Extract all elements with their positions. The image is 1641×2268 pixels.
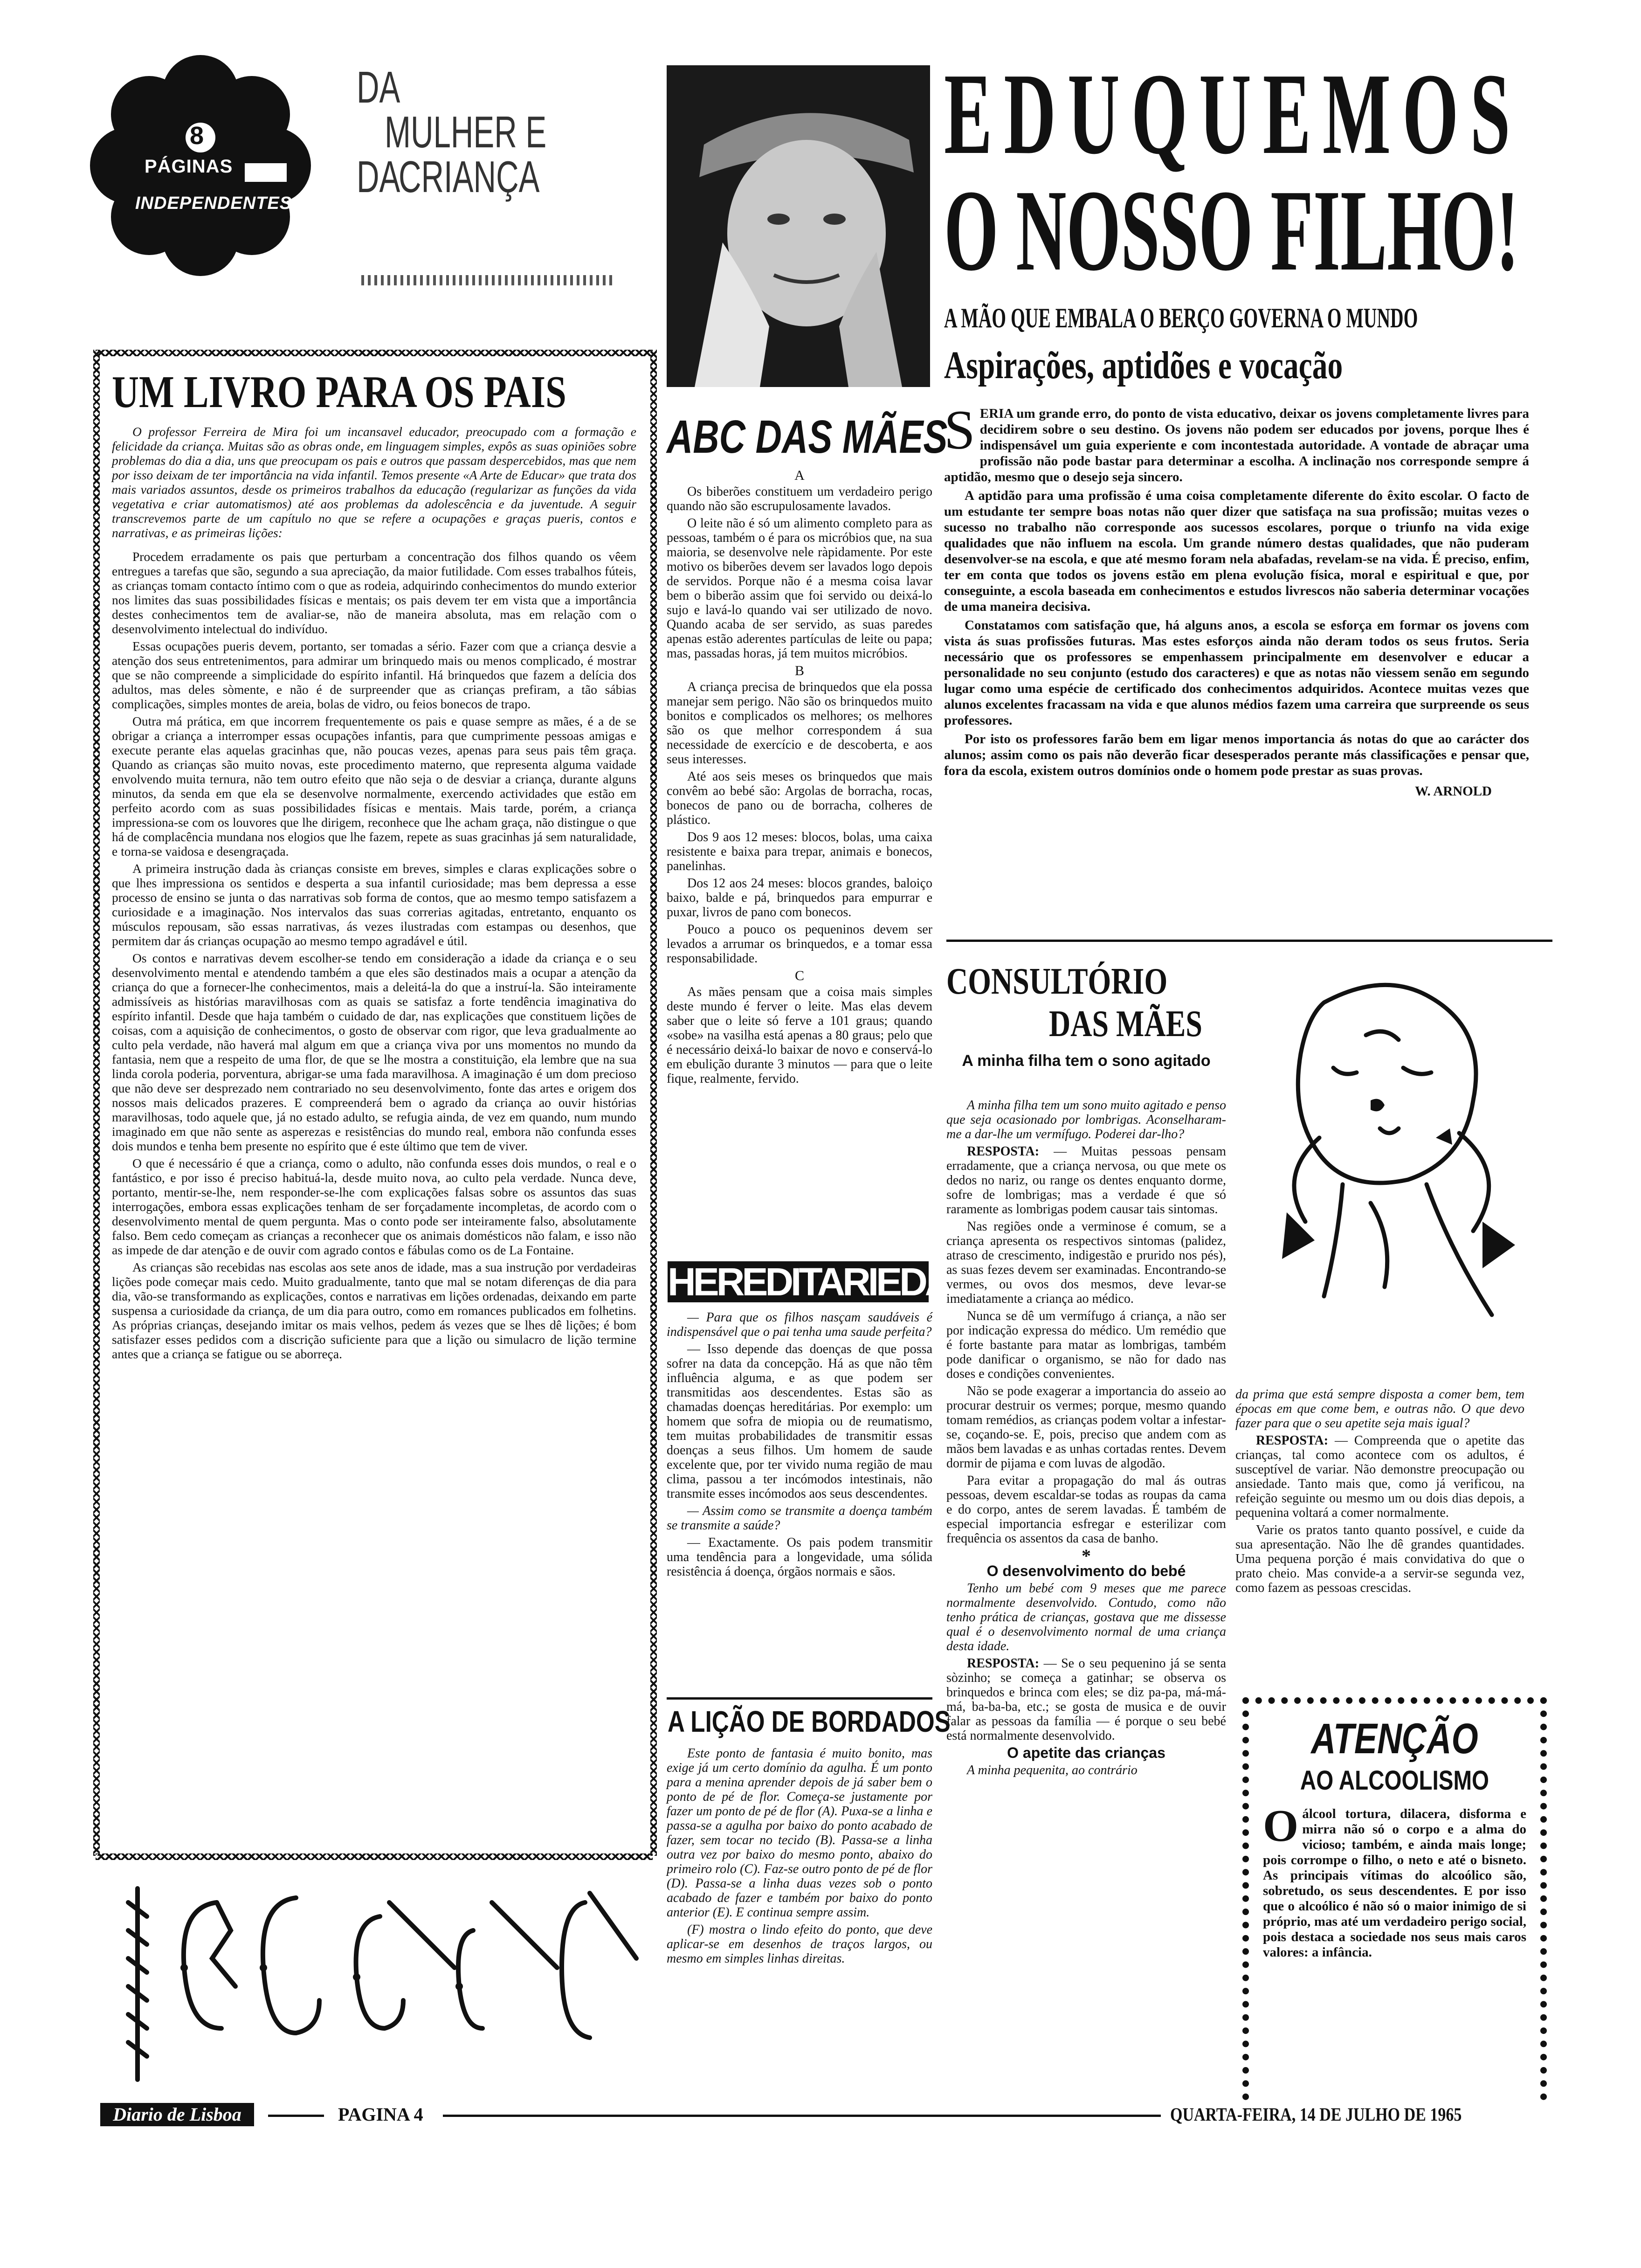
livro-intro: O professor Ferreira de Mira foi um incansavel educador, preocupado com a formação e felicidade da criança. Muitas são as obras onde, em linguagem simples, expôs as suas opiniões sobre problemas do dia a dia, uns que preocupam os pais e outros que passam despercebidos, mas que nem por isso deixam de ter importância na vida infantil. Temos presente «A Arte de Educar» que trata dos mais variados assuntos, desde os primeiros trabalhos da educação (regularizar as funções da vida vegetativa e criar automatismos) até aos problemas da adolescência e da juventude. A seguir transcrevemos parte de um capítulo no que se refere a ocupações e graças pueris, contos e narrativas, e as primeiras lições:: [112, 424, 636, 540]
aspiracoes-signature: W. ARNOLD: [1415, 784, 1492, 799]
livro-article: [112, 424, 636, 1364]
bordados-text: Este ponto de fantasia é muito bonito, mas exige já um certo domínio da agulha. É um ponto para a menina aprender depois de já saber bem o ponto de pé de flor. Começa-se justamente por fazer um ponto de pé de flor (A). Puxa-se a linha e passa-se a agulha por baixo do ponto acabado de fazer, sem tocar no tecido (B). Passa-se a linha outra vez por baixo do mesmo ponto, abaixo do primeiro rolo (C). Faz-se outro ponto de pé de flor (D). Passa-se a linha duas vezes sob o ponto acabado de fazer e também por baixo do ponto anterior (E). E continua sempre assim.: [667, 1746, 932, 1920]
livro-p1: Procedem erradamente os pais que perturbam a concentração dos filhos quando os vêem entregues a tarefas que são, segundo a sua apreciação, da maior futilidade. Com esses trabalhos fúteis, as crianças tomam contacto íntimo com o que as rodeia, adquirindo conhecimentos do mundo exterior nos limites das suas possibilidades físicas e mentais; os pais devem ter em vista que a importância destes conhecimentos tem de avaliar-se, não de maneira absoluta, mas em relação com o desenvolvimento intelectual do indivíduo.: [112, 549, 636, 636]
abc-b4: Dos 12 aos 24 meses: blocos grandes, baloiço baixo, balde e pá, brinquedos para empurrar e puxar, livros de pano com bonecos.: [667, 876, 932, 920]
atencao-title-2: AO ALCOOLISMO: [1300, 1765, 1489, 1796]
apetite-answer-label: RESPOSTA:: [1256, 1433, 1329, 1448]
bordados-title: A LIÇÃO DE BORDADOS: [668, 1705, 951, 1738]
livro-border-top: [96, 350, 653, 356]
embroidery-step-label: E: [492, 2074, 501, 2090]
consultorio-title-1: CONSULTÓRIO: [946, 961, 1168, 1002]
consultorio-a1: — Muitas pessoas pensam erradamente, que a criança nervosa, ou que mete os dedos no nariz, ou range os dentes enquanto dorme, sofre de lombrigas; mas a verdade é que só raramente as lombrigas podem causar tais sintomas.: [946, 1144, 1226, 1217]
livro-border-left: [93, 350, 100, 1856]
bebe-title: O desenvolvimento do bebé: [986, 1563, 1186, 1579]
atencao-title-1: ATENÇÃO: [1311, 1715, 1478, 1763]
consultorio-title-2: DAS MÃES: [1049, 1003, 1202, 1044]
livro-p7: As crianças são recebidas nas escolas aos sete anos de idade, mas a sua instrução por verdadeiras lições pode começar mais cedo. Muito gradualmente, tanto que mal se notam diferenças de dia para dia, vão-se transformando as explicações, contos e narrativas em lições ordenadas, deixando em parte suspensa a curiosidade da criança, de um dia para outro, como em romances publicados em folhetins. As próprias crianças, desejando imitar os mais velhos, pedem ás vezes que se lhes dê lições; é bom satisfazer esses pedidos com a discrição suficiente para que a lição ou simulacro de lição termine antes que a criança se fatigue ou se aborreça.: [112, 1260, 636, 1361]
hered-q1: — Para que os filhos nasçam saudáveis é indispensável que o pai tenha uma saude perfeita?: [667, 1310, 932, 1339]
aspiracoes-p3: Constatamos com satisfação que, há alguns anos, a escola se esforça em formar os jovens com vista ás suas profissões futuras. Mas estes esforços ainda não deram todos os seus frutos. Seria necessário que os professores se empenhassem principalmente em desenvolver e educar a personalidade no seu conjunto (estudo dos caracteres) e que as notas não viessem senão em segundo lugar como uma espécie de certificado dos conhecimentos adquiridos. Acontece muitas vezes que alunos excelentes fracassam na vida e que alunos médios fazem uma carreira que surpreende os seus professores.: [944, 618, 1529, 728]
consultorio-a3: Nunca se dê um vermífugo á criança, a não ser por indicação expressa do médico. Um remédio que é forte bastante para matar as lombrigas, também pode danificar o organismo, se não for dado nas doses e condições convenientes.: [946, 1309, 1226, 1381]
atencao-article: [1249, 1797, 1540, 1960]
atencao-box: [1242, 1697, 1547, 2100]
embroidery-diagram: [100, 1874, 650, 2094]
apetite-continued: [1235, 1387, 1524, 1598]
livro-p3: Outra má prática, em que incorrem frequentemente os pais e quase sempre as mães, é a de se obrigar a criança a interromper essas ocupações infantis, para que cumprimente pessoas amigas e execute perante elas aquelas gracinhas que, não poucas vezes, apenas para seus pais têm graça. Quando as crianças são muito novas, este procedimento materno, que representa alguma vaidade envolvendo muita ternura, não tem outro efeito que não seja o de desviar a criança, durante alguns minutos, da senda em que ela se desenvolve normalmente, exercendo actividades que estão em perfeito acordo com as suas possibilidades físicas e mentais. Mais tarde, porém, a criança impressiona-se com os louvores que lhe dirigem, reconhece que lhe acham graça, não distingue o que há de complacência mundana nos elogios que lhe fazem, repete as suas gracinhas já sem naturalidade, e torna-se vaidosa e desengraçada.: [112, 714, 636, 858]
livro-p4: A primeira instrução dada às crianças consiste em breves, simples e claras explicações sobre o que lhes impressiona os sentidos e desperta a sua infantil curiosidade; mas bem depressa a esse processo de ensino se junta o das narrativas sob forma de contos, que ao mesmo tempo satisfazem a curiosidade e a imaginação. Nos intervalos das suas correrias agitadas, entretanto, enquanto os músculos repousam, são essas narrativas, ás vezes ilustradas com estampas ou desenhos, que permitem dar ás crianças ocupação ao mesmo tempo agradável e útil.: [112, 861, 636, 948]
abc-letter-c: C: [794, 968, 804, 983]
section-title: [357, 62, 616, 202]
apetite-title: O apetite das crianças: [1007, 1744, 1165, 1761]
aspiracoes-article: [944, 399, 1529, 799]
apetite-question-2: da prima que está sempre disposta a comer bem, tem épocas em que come bem, e outras não. O que devo fazer para que o seu apetite seja mais igual?: [1235, 1387, 1524, 1431]
girl-cartoon-icon: [1231, 961, 1552, 1380]
hereditariedade-title: HEREDITARIEDADE: [668, 1260, 1000, 1304]
badge-label-paginas: PÁGINAS: [145, 156, 233, 177]
child-photo: [667, 65, 930, 387]
consultorio-title: [946, 961, 1226, 1045]
consultorio-article: [946, 1098, 1226, 1780]
abc-b2: Até aos seis meses os brinquedos que mais convêm ao bebé são: Argolas de borracha, rocas, bonecos de pano ou de borracha, colheres de plástico.: [667, 769, 932, 827]
bebe-answer: — Se o seu pequenino já se senta sòzinho; se começa a gatinhar; se observa os brinquedos e brinca com eles; se diz pa-pa, má-má-má, ba-ba-ba, etc.; se gosta de musica e de ouvir falar as pessoas da família — é porque o seu bebé está normalmente desenvolvido.: [946, 1656, 1227, 1743]
aspiracoes-dropcap: S: [944, 399, 975, 461]
aspiracoes-p4: Por isto os professores farão bem em ligar menos importancia ás notas do que ao carácter dos alunos; assim como os pais não deverão ficar desesperados perante más classificações e pensar que, fora da escola, existem outros domínios onde o homem pode prestar as suas provas.: [944, 732, 1529, 778]
footer-rule-1: [268, 2115, 324, 2117]
consultorio-question: A minha filha tem um sono muito agitado e penso que seja ocasionado por lombrigas. Aconselharam-me a dar-lhe um vermífugo. Poderei dar-lho?: [946, 1098, 1226, 1141]
hered-a2: — Exactamente. Os pais podem transmitir uma tendência para a longevidade, uma sólida resistência á doença, órgãos normais e sãos.: [667, 1535, 932, 1579]
section-title-da-2: DA: [357, 152, 400, 202]
abc-letter-a: A: [794, 468, 805, 483]
embroidery-step-label: F: [613, 2074, 621, 2090]
apetite-answer-2: Varie os pratos tanto quanto possível, e cuide da sua apresentação. Não lhe dê grandes quantidades. Uma pequena porção é mais convidativa do que o prato cheio. Mas convide-a a servir-se segunda vez, como fazem as pessoas crescidas.: [1235, 1523, 1524, 1595]
section-title-crianca: CRIANÇA: [399, 152, 540, 202]
header-divider: [361, 275, 613, 285]
bebe-answer-label: RESPOSTA:: [967, 1656, 1040, 1671]
hereditariedade-article: [667, 1310, 932, 1582]
aspiracoes-title: Aspirações, aptidões e vocação: [944, 344, 1343, 387]
apetite-answer-1: — Compreenda que o apetite das crianças, tal como acontece com os adultos, é susceptível de variar. Não demonstre preocupação ou ansiedade. Tanto mais que, como já verificou, na refeição seguinte ou mesmo um ou dois dias depois, a pequenina voltará a comer normalmente.: [1235, 1433, 1525, 1520]
footer-masthead: Diario de Lisboa: [100, 2103, 254, 2126]
embroidery-step-label: D: [399, 2074, 409, 2090]
livro-p2: Essas ocupações pueris devem, portanto, ser tomadas a sério. Fazer com que a criança desvie a atenção dos seus entretenimentos, para admirar um brinquedo mais ou menos complicado, é mostrar que se não compreende a simplicidade do espírito infantil. Há brinquedos que fazem a delícia dos adultos, mas deles sòmente, e não é de surpreender que as crianças prefiram, a tão sábias complicações, simples montes de areia, bolas de vidro, ou feios bonecos de trapo.: [112, 639, 636, 711]
livro-p6: O que é necessário é que a criança, como o adulto, não confunda esses dois mundos, o real e o fantástico, e por isso é preciso habituá-la, desde muito nova, ao culto pela verdade. Nunca deve, portanto, mentir-se-lhe, nem responder-se-lhe com explicações falsas sobre os assuntos das suas interrogações, embora essas explicações tenham de ser forçadamente incompletas, de acordo com o desenvolvimento mental de quem pergunta. Mas o conto pode ser inteiramente falso, absolutamente falso. Bem cedo começam as crianças a reconhecer que os animais domésticos não falam, e isso não as impede de dar atenção e de ouvir com agrado contos e fábulas como os de La Fontaine.: [112, 1156, 636, 1257]
bebe-question: Tenho um bebé com 9 meses que me parece normalmente desenvolvido. Contudo, como não tenho prática de crianças, gostava que me dissesse qual é o desenvolvimento normal de uma criança desta idade.: [946, 1581, 1226, 1653]
bordados-caption: (F) mostra o lindo efeito do ponto, que deve aplicar-se em desenhos de traços largos, ou mesmo em simples linhas direitas.: [667, 1922, 932, 1966]
footer-page: PAGINA 4: [338, 2104, 423, 2125]
aspiracoes-p1: ERIA um grande erro, do ponto de vista educativo, deixar os jovens completamente livres para decidirem sobre o seu destino. Os jovens não podem ser educados por jovens, porque lhes é indispensável um guia experiente e com incontestada autoridade. A vontade de abraçar uma profissão não pode bastar para determinar a escolha. A inclinação nos corresponde sempre á aptidão, mesmo que o desejo seja sincero.: [944, 406, 1529, 484]
embroidery-step-label: A: [156, 2074, 166, 2090]
child-portrait-icon: [667, 65, 930, 387]
abc-title: ABC DAS MÃES: [667, 411, 948, 463]
livro-title: UM LIVRO PARA OS PAIS: [112, 367, 566, 417]
aspiracoes-p2: A aptidão para uma profissão é uma coisa completamente diferente do êxito escolar. O facto de um estudante ter sempre boas notas não quer dizer que satisfaça na sua profissão; muitas vezes o sucesso no trabalho não corresponde aos sucessos escolares, porque o triunfo na vida exige qualidades que não influem na escola. Um grande número destas qualidades, que não puderam desenvolver-se na escola, e que até mesmo foram nela abafadas, revelam-se na vida. É preciso, enfim, ter em conta que todos os jovens estão em plena evolução física, moral e espiritual e que, por conseguinte, a escola baseada em conhecimentos e estudos livrescos não saberia determinar vocações de uma maneira decisiva.: [944, 488, 1529, 614]
apetite-question-1: A minha pequenita, ao contrário: [967, 1763, 1138, 1777]
abc-b3: Dos 9 aos 12 meses: blocos, bolas, uma caixa resistente e baixa para trepar, animais e bonecos, panelinhas.: [667, 830, 932, 873]
consultorio-a5: Para evitar a propagação do mal ás outras pessoas, devem escaldar-se todas as roupas da cama e do corpo, antes de serem lavadas. É também de especial importancia esfregar e esterilizar com frequência os assentos da casa de banho.: [946, 1473, 1226, 1546]
badge-number: 8: [190, 122, 205, 150]
section-title-mulher: MULHER E: [385, 107, 547, 157]
atencao-text: álcool tortura, dilacera, disforma e mirra não só o corpo e a alma do vicioso; também, e ainda mais longe; pois corrompe o filho, o neto e até o bisneto. As principais vítimas do alcoólico são, sobretudo, os seus descendentes. E por isso que o alcoólico é não só o maior inimigo de si próprio, mas até um verdadeiro perigo social, pois destaca a sociedade nos seus mais caros valores: a infância.: [1263, 1806, 1526, 1960]
headline-kicker: A MÃO QUE EMBALA O BERÇO GOVERNA O MUNDO: [944, 303, 1418, 333]
badge-label-independentes: INDEPENDENTES: [135, 194, 292, 213]
consultorio-subtitle: A minha filha tem o sono agitado: [962, 1052, 1211, 1070]
livro-border-right: [650, 350, 657, 1856]
abc-article: [667, 466, 932, 1089]
consultorio-a2: Nas regiões onde a verminose é comum, se a criança apresenta os respectivos sintomas (palidez, atraso de crescimento, indigestão e prurido nos pés), as suas fezes devem ser examinadas. Encontrando-se vermes, ou ovos dos mesmos, deve levar-se imediatamente a criança ao médico.: [946, 1219, 1226, 1306]
consultorio-answer-label: RESPOSTA:: [967, 1144, 1040, 1159]
consultorio-asterisk: *: [1082, 1545, 1091, 1566]
livro-p5: Os contos e narrativas devem escolher-se tendo em consideração a idade da criança e o seu desenvolvimento mental e atendendo também a que eles são destinados mais a ocupar a atenção da criança do que a fornecer-lhe conhecimentos, mais a deleitá-la do que a instruí-la. São inteiramente admissíveis as histórias maravilhosas com as quais se satisfaz a forte tendência imaginativa do espírito infantil. Desde que haja também o cuidado de dar, nas explicações que constituem lições de coisas, com a aquisição de conhecimentos, o gosto de observar com rigor, que leva gradualmente ao culto pela verdade, não haverá mal algum em que a criança viva por uns momentos no mundo da fantasia, nem que a respeito de uma flor, de que se lhe mostra a constituição, ela lembre que na sua linda corola poderia, porventura, abrigar-se uma fada maravilhosa. A imaginação é um dom precioso que não deve ser desprezado nem contrariado no seu desenvolvimento, fonte das artes e origem dos nossos mais delicados prazeres. E compreenderá bem o agrado da criança ao ouvir histórias maravilhosas, todo aquele que, já no estado adulto, se refugia ainda, de vez em quando, num mundo imaginado em que não sente as asperezas e resistências do mundo real, embora não confunda esses dois mundos e tenha bem presente no espírito que é este último que tem de viver.: [112, 951, 636, 1153]
main-headline: [944, 49, 1555, 295]
section-header: [91, 56, 650, 317]
bordados-article: [667, 1746, 932, 1969]
abc-b5: Pouco a pouco os pequeninos devem ser levados a arrumar os brinquedos, e a tomar essa responsabilidade.: [667, 922, 932, 966]
abc-c1: As mães pensam que a coisa mais simples deste mundo é ferver o leite. Mas elas devem saber que o leite só ferve a 101 graus; quando «sobe» na vasilha está apenas a 80 graus; pelo que é necessário deixá-lo baixar de novo e conservá-lo em ebulição durante 3 minutos — para que o leite fique, realmente, fervido.: [667, 985, 932, 1086]
livro-border-bottom: [96, 1853, 653, 1860]
headline-line-2: O NOSSO FILHO!: [944, 166, 1519, 295]
bordados-rule-top: [667, 1697, 932, 1700]
abc-a2: O leite não é só um alimento completo para as pessoas, também o é para os micróbios que, na sua maioria, se desenvolve nele ràpidamente. Por este motivo os biberões devem ser lavados logo depois de servidos. Porque não é a mesma coisa lavar bem o biberão assim que foi servido ou deixá-lo sujo e lavá-lo quando vai ser utilizado de novo. Quando acaba de ser servido, as suas paredes apenas estão aderentes partículas de leite ou papa; mas, passadas horas, já tem muitos micróbios.: [667, 516, 932, 661]
abc-letter-b: B: [794, 663, 804, 678]
consultorio-rule-top: [946, 940, 1552, 942]
hered-a1: — Isso depende das doenças de que possa sofrer na data da concepção. Há as que não têm influência alguma, e as que podem ser transmitidas aos descendentes. Estas são as chamadas doenças hereditárias. Por exemplo: um homem que sofra de miopia ou de reumatismo, tem muitas probabilidades de transmitir essas doenças a seus filhos. Um homem de saude excelente que, por ter vivido numa região de mau clima, passou a ter incómodos intestinais, não transmite esses incómodos aos seus descendentes.: [667, 1342, 932, 1501]
atencao-dropcap: O: [1263, 1801, 1299, 1851]
footer-date: QUARTA-FEIRA, 14 DE JULHO DE 1965: [1170, 2104, 1462, 2125]
abc-b1: A criança precisa de brinquedos que ela possa manejar sem perigo. Não são os brinquedos muito bonitos e complicados os melhores; os melhores são os que melhor correspondem á sua necessidade de exercício e de descoberta, e aos seus interesses.: [667, 680, 932, 767]
hered-q2: — Assim como se transmite a doença também se transmite a saúde?: [667, 1504, 932, 1533]
footer-rule-2: [443, 2115, 1161, 2117]
abc-a1: Os biberões constituem um verdadeiro perigo quando não são escrupulosamente lavados.: [667, 484, 932, 513]
section-title-da-1: DA: [357, 62, 400, 112]
consultorio-a4: Não se pode exagerar a importancia do asseio ao procurar destruir os vermes; porque, mesmo quando tomam remédios, as crianças podem voltar a infestar-se, coçando-se. E, pois, preciso que andem com as mãos bem lavadas e as unhas cortadas rentes. Devem dormir de pijama e com luvas de algodão.: [946, 1384, 1226, 1471]
embroidery-step-label: B: [221, 2074, 231, 2090]
embroidery-step-label: C: [310, 2074, 320, 2090]
headline-line-1: EDUQUEMOS: [944, 49, 1522, 179]
